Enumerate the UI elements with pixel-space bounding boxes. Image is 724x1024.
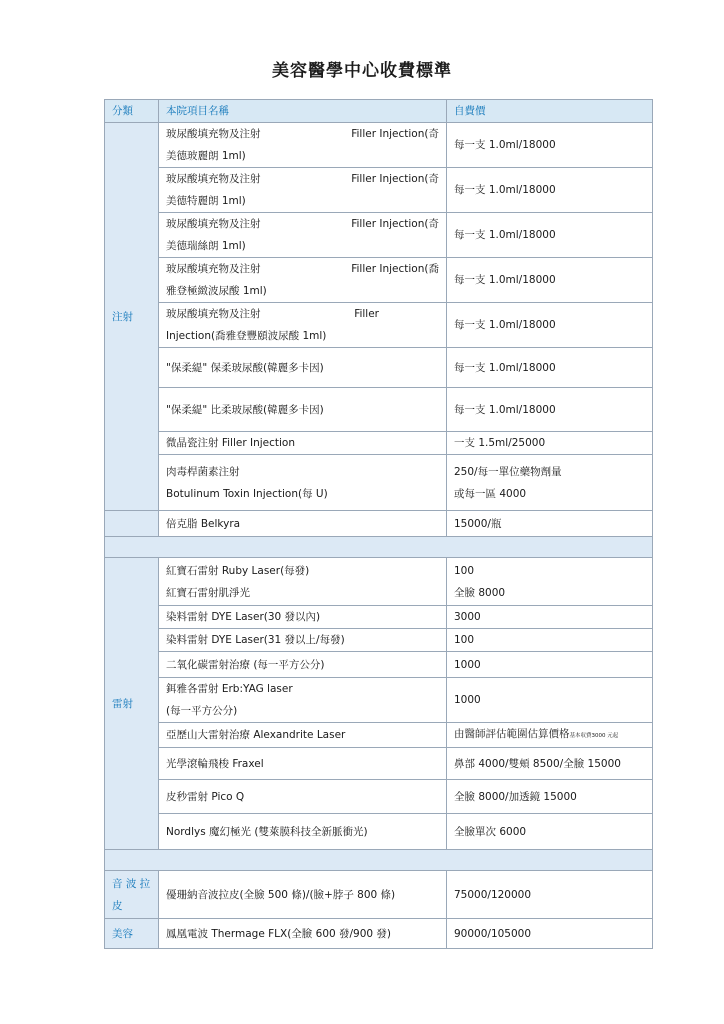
item-cell: 光學滾輪飛梭 Fraxel [159, 748, 447, 780]
price-cell: 每一支 1.0ml/18000 [447, 258, 653, 303]
table-row [105, 629, 653, 652]
item-cell: 玻尿酸填充物及注射 Filler Injection(喬 雅登極緻波尿酸 1ml) [159, 258, 447, 303]
table-row [105, 213, 653, 258]
price-cell: 每一支 1.0ml/18000 [447, 168, 653, 213]
table-row [105, 388, 653, 432]
page-title: 美容醫學中心收費標準 [272, 61, 452, 81]
item-cell: 微晶瓷注射 Filler Injection [159, 432, 447, 455]
item-cell: Nordlys 魔幻極光 (雙萊膜科技全新脈衝光) [159, 814, 447, 850]
item-cell: "保柔緹" 保柔玻尿酸(韓麗多卡因) [159, 348, 447, 388]
header-item: 本院項目名稱 [159, 100, 447, 123]
table-row [105, 678, 653, 723]
item-cell: 紅寶石雷射 Ruby Laser(每發) 紅寶石雷射肌淨光 [159, 558, 447, 606]
fee-table [104, 99, 653, 949]
item-cell: 二氧化碳雷射治療 (每一平方公分) [159, 652, 447, 678]
price-cell: 一支 1.5ml/25000 [447, 432, 653, 455]
table-row [105, 558, 653, 606]
price-cell: 每一支 1.0ml/18000 [447, 303, 653, 348]
item-cell: 肉毒桿菌素注射 Botulinum Toxin Injection(每 U) [159, 455, 447, 511]
price-note: 基本収費3000 元起 [569, 733, 619, 739]
table-row [105, 123, 653, 168]
price-cell: 100 [447, 629, 653, 652]
item-cell: 亞歷山大雷射治療 Alexandrite Laser [159, 723, 447, 748]
item-cell: 皮秒雷射 Pico Q [159, 780, 447, 814]
category-cell: 美容 [105, 919, 159, 949]
table-row [105, 814, 653, 850]
section-separator [105, 537, 653, 558]
price-cell: 每一支 1.0ml/18000 [447, 123, 653, 168]
table-row [105, 606, 653, 629]
price-cell: 3000 [447, 606, 653, 629]
table-row [105, 168, 653, 213]
price-cell: 每一支 1.0ml/18000 [447, 388, 653, 432]
table-row [105, 348, 653, 388]
price-cell: 75000/120000 [447, 871, 653, 919]
price-cell: 15000/瓶 [447, 511, 653, 537]
item-cell: 染料雷射 DYE Laser(30 發以內) [159, 606, 447, 629]
table-row [105, 511, 653, 537]
category-cell: 音 波 拉 皮 [105, 871, 159, 919]
category-cell: 注射 [105, 123, 159, 511]
category-cell [105, 511, 159, 537]
table-row [105, 748, 653, 780]
header-price: 自費價 [447, 100, 653, 123]
table-row [105, 780, 653, 814]
table-row [105, 723, 653, 748]
table-row [105, 871, 653, 919]
price-cell: 全臉 8000/加透鏡 15000 [447, 780, 653, 814]
price-cell: 1000 [447, 678, 653, 723]
price-cell: 由醫師評估範圍估算價格基本収費3000 元起 [447, 723, 653, 748]
price-cell: 1000 [447, 652, 653, 678]
item-cell: 玻尿酸填充物及注射 Filler Injection(喬雅登豐頤波尿酸 1ml) [159, 303, 447, 348]
price-cell: 全臉單次 6000 [447, 814, 653, 850]
item-cell: 優珊納音波拉皮(全臉 500 條)/(臉+脖子 800 條) [159, 871, 447, 919]
item-cell: "保柔緹" 比柔玻尿酸(韓麗多卡因) [159, 388, 447, 432]
price-cell: 250/每一單位藥物劑量 或每一區 4000 [447, 455, 653, 511]
item-cell: 玻尿酸填充物及注射 Filler Injection(奇 美德玻麗朗 1ml) [159, 123, 447, 168]
table-row [105, 432, 653, 455]
price-cell: 鼻部 4000/雙頰 8500/全臉 15000 [447, 748, 653, 780]
item-cell: 玻尿酸填充物及注射 Filler Injection(奇 美德瑞絲朗 1ml) [159, 213, 447, 258]
item-cell: 倍克脂 Belkyra [159, 511, 447, 537]
table-row [105, 919, 653, 949]
section-separator [105, 850, 653, 871]
table-header [105, 100, 653, 123]
item-cell: 玻尿酸填充物及注射 Filler Injection(奇 美德特麗朗 1ml) [159, 168, 447, 213]
category-cell: 雷射 [105, 558, 159, 850]
item-cell: 鳳凰電波 Thermage FLX(全臉 600 發/900 發) [159, 919, 447, 949]
table-row [105, 455, 653, 511]
price-cell: 100 全臉 8000 [447, 558, 653, 606]
price-cell: 每一支 1.0ml/18000 [447, 348, 653, 388]
table-row [105, 652, 653, 678]
table-row [105, 303, 653, 348]
table-row [105, 258, 653, 303]
price-cell: 90000/105000 [447, 919, 653, 949]
header-category: 分類 [105, 100, 159, 123]
item-cell: 染料雷射 DYE Laser(31 發以上/每發) [159, 629, 447, 652]
item-cell: 鉺雅各雷射 Erb:YAG laser (每一平方公分) [159, 678, 447, 723]
price-cell: 每一支 1.0ml/18000 [447, 213, 653, 258]
